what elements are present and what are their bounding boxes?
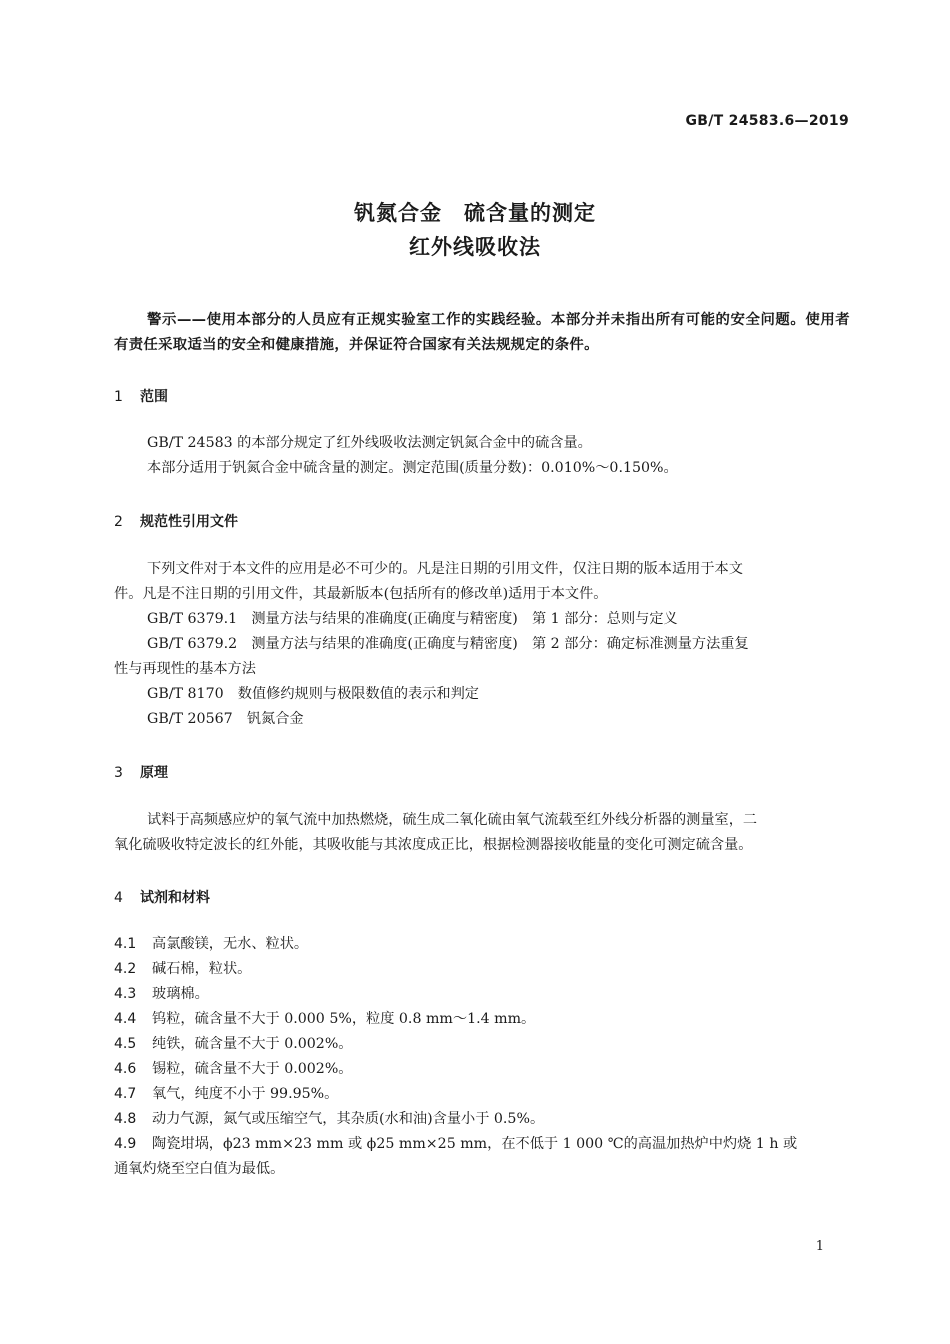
- item-text: 动力气源，氮气或压缩空气，其杂质(水和油)含量小于 0.5%。: [152, 1111, 545, 1127]
- item-text: 陶瓷坩埚，ϕ23 mm×23 mm 或 ϕ25 mm×25 mm，在不低于 1 000 ℃的高温加热炉中灼烧 1 h 或: [152, 1136, 798, 1152]
- list-item-continuation: 通氧灼烧至空白值为最低。: [114, 1161, 285, 1177]
- list-item: [114, 1007, 535, 1032]
- list-item: [114, 1132, 797, 1157]
- warning-text: 警示——使用本部分的人员应有正规实验室工作的实践经验。本部分并未指出所有可能的安全问题。使用者有责任采取适当的安全和健康措施，并保证符合国家有关法规规定的条件。: [114, 312, 850, 353]
- paragraph: 本部分适用于钒氮合金中硫含量的测定。测定范围(质量分数)：0.010%～0.150%。: [147, 460, 678, 476]
- reference-item: GB/T 6379.1 测量方法与结果的准确度(正确度与精密度) 第 1 部分：总则与定义: [147, 611, 678, 627]
- item-number: 4.8: [114, 1111, 137, 1127]
- item-number: 4.1: [114, 936, 137, 952]
- item-number: 4.4: [114, 1011, 137, 1027]
- list-item: [114, 982, 209, 1007]
- section-heading-scope: [114, 386, 168, 406]
- section-number: 3: [114, 765, 123, 781]
- page-number: 1: [815, 1239, 824, 1254]
- section-number: 1: [114, 389, 123, 405]
- paragraph: 试料于高频感应炉的氧气流中加热燃烧，硫生成二氧化硫由氧气流载至红外线分析器的测量室，二: [147, 812, 758, 828]
- document-subtitle: 红外线吸收法: [409, 235, 541, 259]
- list-item: [114, 1057, 352, 1082]
- list-item: [114, 932, 308, 957]
- item-text: 纯铁，硫含量不大于 0.002%。: [152, 1036, 353, 1052]
- section-title: 试剂和材料: [140, 890, 210, 906]
- item-number: 4.5: [114, 1036, 137, 1052]
- section-title: 原理: [140, 765, 168, 781]
- reference-item: GB/T 20567 钒氮合金: [147, 711, 304, 727]
- section-heading-principle: [114, 762, 168, 782]
- paragraph: 件。凡是不注日期的引用文件，其最新版本(包括所有的修改单)适用于本文件。: [114, 586, 608, 602]
- paragraph: GB/T 24583 的本部分规定了红外线吸收法测定钒氮合金中的硫含量。: [147, 435, 592, 451]
- section-title: 范围: [140, 389, 168, 405]
- reference-item: GB/T 6379.2 测量方法与结果的准确度(正确度与精密度) 第 2 部分：确定标准测量方法重复: [147, 636, 749, 652]
- section-title: 规范性引用文件: [140, 514, 238, 530]
- list-item: [114, 1107, 544, 1132]
- item-number: 4.2: [114, 961, 137, 977]
- item-text: 碱石棉，粒状。: [152, 961, 252, 977]
- paragraph: 下列文件对于本文件的应用是必不可少的。凡是注日期的引用文件，仅注日期的版本适用于本文: [147, 561, 743, 577]
- item-text: 高氯酸镁，无水、粒状。: [152, 936, 309, 952]
- item-text: 玻璃棉。: [152, 986, 209, 1002]
- document-title: 钒氮合金 硫含量的测定: [354, 201, 596, 225]
- item-text: 氧气，纯度不小于 99.95%。: [152, 1086, 339, 1102]
- reference-item: GB/T 8170 数值修约规则与极限数值的表示和判定: [147, 686, 479, 702]
- paragraph: 氧化硫吸收特定波长的红外能，其吸收能与其浓度成正比，根据检测器接收能量的变化可测定硫含量。: [114, 837, 753, 853]
- item-number: 4.7: [114, 1086, 137, 1102]
- item-number: 4.3: [114, 986, 137, 1002]
- item-text: 钨粒，硫含量不大于 0.000 5%，粒度 0.8 mm～1.4 mm。: [152, 1011, 536, 1027]
- section-heading-reagents: [114, 887, 210, 907]
- list-item: [114, 957, 251, 982]
- standard-code: GB/T 24583.6—2019: [685, 113, 849, 129]
- reference-item-continuation: 性与再现性的基本方法: [114, 661, 256, 677]
- section-number: 4: [114, 890, 123, 906]
- item-number: 4.9: [114, 1136, 137, 1152]
- list-item: [114, 1032, 352, 1057]
- list-item: [114, 1082, 338, 1107]
- section-number: 2: [114, 514, 123, 530]
- item-number: 4.6: [114, 1061, 137, 1077]
- item-text: 锡粒，硫含量不大于 0.002%。: [152, 1061, 353, 1077]
- section-heading-normative-references: [114, 511, 238, 531]
